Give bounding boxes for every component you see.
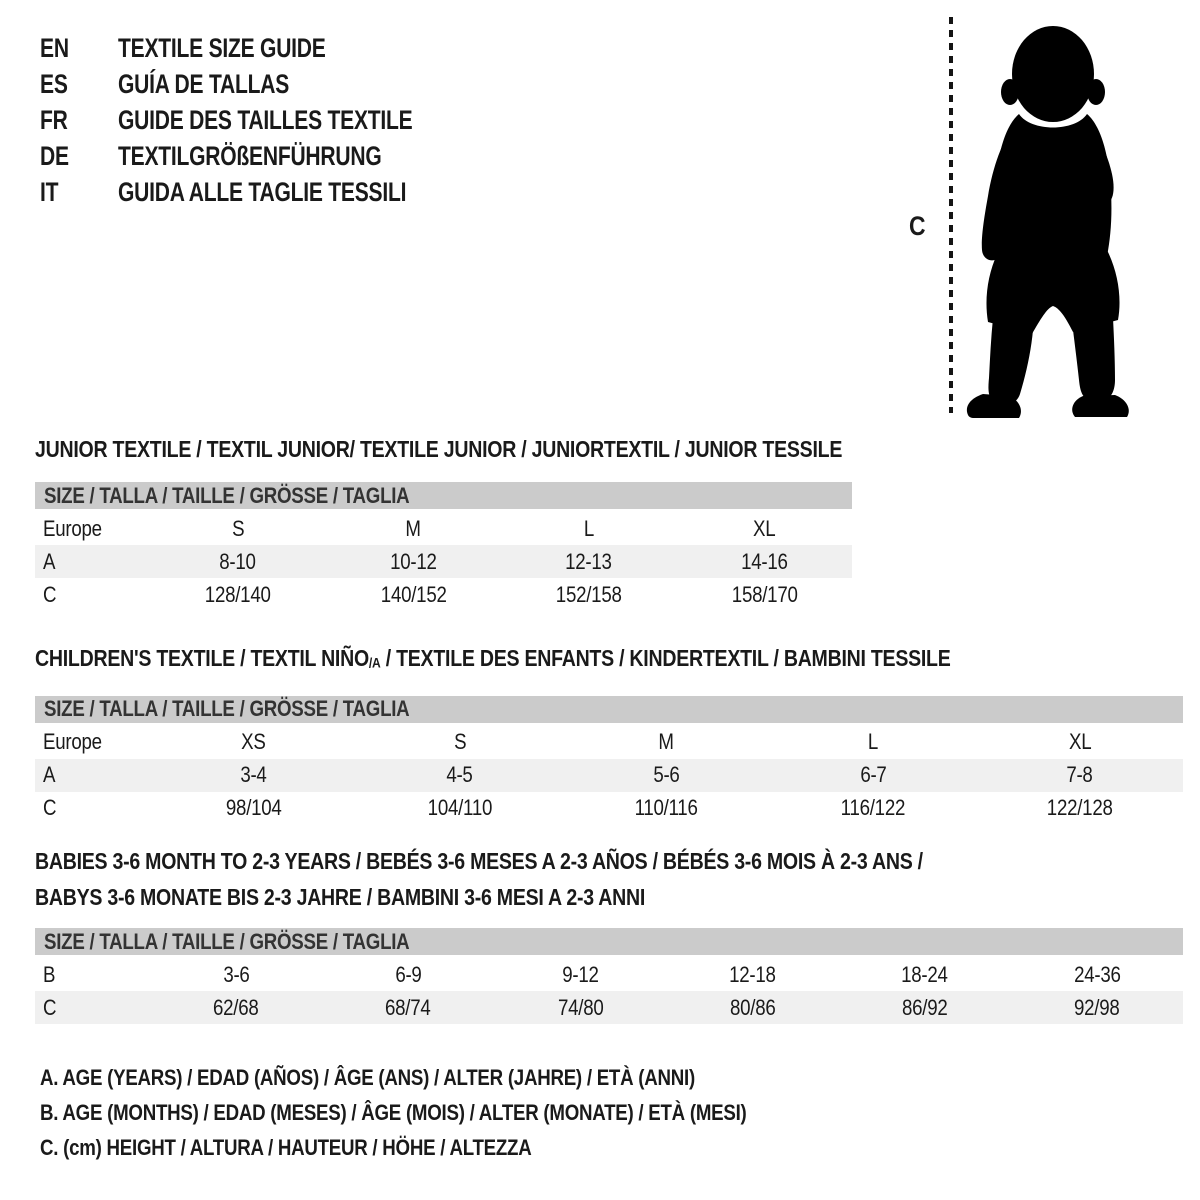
table-cell: 14-16 [740, 548, 788, 574]
children-title-post: / TEXTILE DES ENFANTS / KINDERTEXTIL / BAMBINI TESSILE [380, 645, 951, 671]
table-cell: 86/92 [901, 994, 948, 1020]
row-label: B [43, 961, 56, 987]
language-title: GUIDA ALLE TAGLIE TESSILI [118, 176, 407, 207]
table-cell: XL [1068, 729, 1091, 755]
table-cell: 3-4 [240, 762, 267, 788]
language-title: TEXTILGRÖßENFÜHRUNG [118, 140, 382, 171]
babies-section-title-line1: BABIES 3-6 MONTH TO 2-3 YEARS / BEBÉS 3-6 MESES A 2-3 AÑOS / BÉBÉS 3-6 MOIS À 2-3 ANS / [35, 848, 923, 874]
row-label: C [43, 581, 57, 607]
table-cell: 10-12 [389, 548, 437, 574]
table-cell: 98/104 [225, 795, 282, 821]
language-title: GUIDE DES TAILLES TEXTILE [118, 104, 413, 135]
language-row [40, 102, 496, 138]
table-row [35, 759, 1183, 792]
table-cell: 24-36 [1073, 961, 1121, 987]
legend-line: A. AGE (YEARS) / EDAD (AÑOS) / ÂGE (ANS) / ALTER (JAHRE) / ETÀ (ANNI) [40, 1065, 695, 1090]
table-row [35, 958, 1183, 991]
children-size-table [35, 726, 1183, 825]
babies-size-header-bar: SIZE / TALLA / TAILLE / GRÖSSE / TAGLIA [35, 928, 1183, 955]
table-cell: M [658, 729, 675, 755]
children-section-title [35, 646, 1183, 676]
table-cell: XL [753, 515, 776, 541]
table-cell: 122/128 [1046, 795, 1113, 821]
language-row [40, 174, 496, 210]
junior-textile-section [35, 437, 852, 611]
height-dashed-line-icon [947, 15, 955, 415]
table-cell: 80/86 [729, 994, 776, 1020]
row-label: C [43, 795, 57, 821]
language-row [40, 138, 496, 174]
children-textile-section [35, 646, 1183, 825]
children-size-header-bar: SIZE / TALLA / TAILLE / GRÖSSE / TAGLIA [35, 696, 1183, 723]
table-cell: 8-10 [219, 548, 256, 574]
table-row [35, 991, 1183, 1024]
height-measure-figure [905, 15, 1175, 425]
children-title-pre: CHILDREN'S TEXTILE / TEXTIL NIÑO [35, 645, 369, 671]
table-cell: M [405, 515, 421, 541]
junior-size-table [35, 512, 852, 611]
table-cell: L [868, 729, 879, 755]
table-cell: 128/140 [204, 581, 271, 607]
language-code: ES [40, 68, 68, 99]
table-cell: XS [241, 729, 266, 755]
language-code: FR [40, 104, 68, 135]
table-cell: 68/74 [385, 994, 431, 1020]
table-row [35, 578, 852, 611]
babies-size-table [35, 958, 1183, 1024]
language-title: GUÍA DE TALLAS [118, 68, 290, 99]
table-cell: 158/170 [731, 581, 798, 607]
row-label: Europe [43, 729, 102, 755]
table-row [35, 726, 1183, 759]
table-cell: 104/110 [427, 795, 493, 821]
table-cell: 6-7 [859, 762, 887, 788]
legend-line: B. AGE (MONTHS) / EDAD (MESES) / ÂGE (MOIS) / ALTER (MONATE) / ETÀ (MESI) [40, 1100, 747, 1125]
table-cell: 140/152 [380, 581, 447, 607]
table-cell: 62/68 [213, 994, 259, 1020]
babies-textile-section [35, 843, 1183, 1024]
language-row [40, 66, 496, 102]
junior-section-title: JUNIOR TEXTILE / TEXTIL JUNIOR/ TEXTILE JUNIOR / JUNIORTEXTIL / JUNIOR TESSILE [35, 436, 843, 462]
table-cell: 12-13 [565, 548, 613, 574]
language-title: TEXTILE SIZE GUIDE [118, 32, 326, 63]
table-cell: 110/116 [634, 795, 699, 821]
table-cell: S [231, 515, 244, 541]
language-guide [40, 30, 496, 210]
row-label: A [43, 762, 56, 788]
babies-section-title-line2: BABYS 3-6 MONATE BIS 2-3 JAHRE / BAMBINI 3-6 MESI A 2-3 ANNI [35, 884, 646, 910]
table-cell: 9-12 [562, 961, 599, 987]
table-row [35, 545, 852, 578]
legend [40, 1060, 871, 1165]
row-label: C [43, 994, 57, 1020]
table-cell: L [583, 515, 594, 541]
measure-c-label: C [909, 211, 926, 241]
table-row [35, 792, 1183, 825]
table-cell: 92/98 [1074, 994, 1120, 1020]
language-code: DE [40, 140, 69, 171]
legend-line: C. (cm) HEIGHT / ALTURA / HAUTEUR / HÖHE / ALTEZZA [40, 1135, 532, 1160]
table-cell: 152/158 [555, 581, 622, 607]
table-cell: S [453, 729, 466, 755]
table-cell: 4-5 [446, 762, 474, 788]
table-cell: 18-24 [901, 961, 949, 987]
table-cell: 12-18 [729, 961, 776, 987]
table-row [35, 512, 852, 545]
language-row [40, 30, 496, 66]
table-cell: 6-9 [395, 961, 422, 987]
language-code: IT [40, 176, 59, 207]
row-label: Europe [43, 515, 102, 541]
table-cell: 74/80 [557, 994, 604, 1020]
children-title-sub: /A [368, 655, 381, 672]
table-cell: 3-6 [222, 961, 250, 987]
language-code: EN [40, 32, 69, 63]
toddler-silhouette-icon [961, 20, 1141, 420]
row-label: A [43, 548, 56, 574]
junior-size-header-bar: SIZE / TALLA / TAILLE / GRÖSSE / TAGLIA [35, 482, 852, 509]
table-cell: 5-6 [653, 762, 680, 788]
table-cell: 7-8 [1066, 762, 1093, 788]
table-cell: 116/122 [840, 795, 906, 821]
